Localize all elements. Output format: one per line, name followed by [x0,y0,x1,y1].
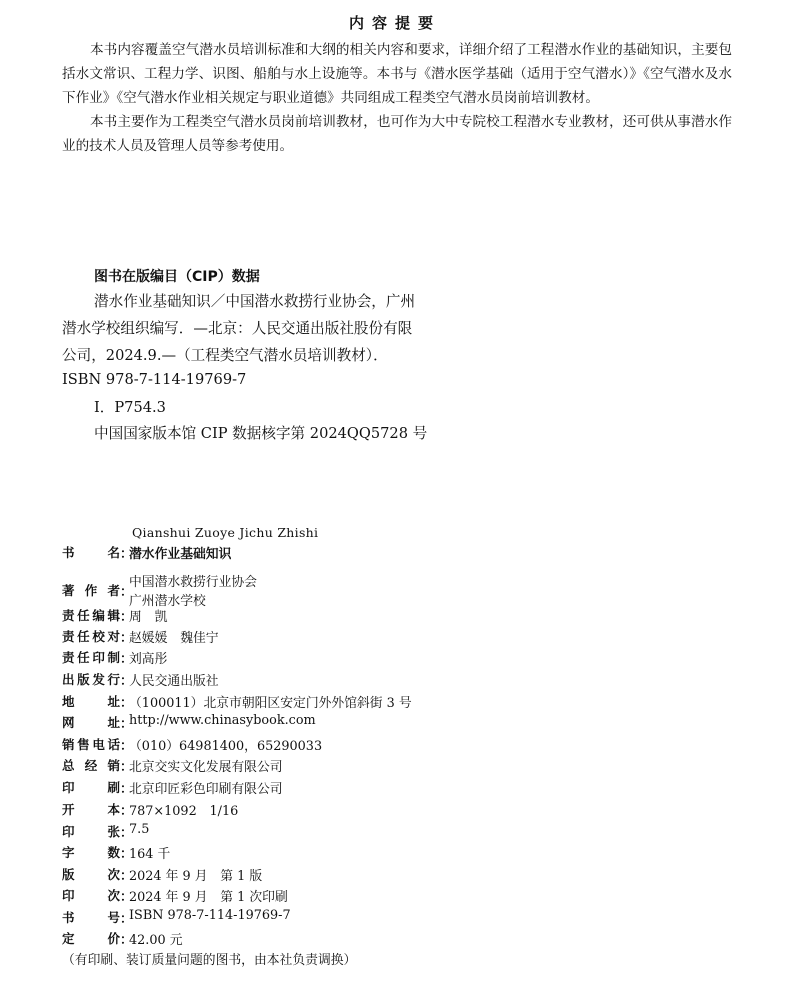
pinyin-title: Qianshui Zuoye Jichu Zhishi [132,525,319,540]
copyright-row [62,778,283,797]
copyright-value: （010）64981400，65290033 [129,739,323,754]
copyright-colon: ： [120,696,133,711]
copyright-label: 责 任 校 对 [62,629,120,644]
copyright-label: 出 版 发 行 [62,672,120,687]
copyright-value: http://www.chinasybook.com [129,713,316,728]
cip-line: 中国国家版本馆 CIP 数据核字第 2024QQ5728 号 [94,425,428,442]
copyright-row [62,843,170,862]
copyright-colon: ： [120,890,133,905]
copyright-label: 书 名 [62,545,120,560]
copyright-value: 人民交通出版社 [129,674,219,689]
cip-line: 潜水学校组织编写．—北京：人民交通出版社股份有限 [62,320,413,337]
copyright-label: 印 次 [62,888,120,903]
copyright-label: 地 址 [62,694,120,709]
copyright-colon: ： [120,717,133,732]
copyright-label: 印 张 [62,824,120,839]
copyright-colon: ： [120,804,133,819]
copyright-value: 7.5 [129,822,150,837]
copyright-value: 2024 年 9 月 第 1 版 [129,869,263,884]
copyright-colon: ： [120,631,133,646]
copyright-colon: ： [120,782,133,797]
copyright-value: 北京交实文化发展有限公司 [129,760,283,775]
copyright-colon: ： [120,652,133,667]
copyright-colon: ： [120,739,133,754]
copyright-row [62,606,167,625]
copyright-label: 书 号 [62,910,120,925]
copyright-label: 责 任 编 辑 [62,608,120,623]
copyright-colon: ： [120,869,133,884]
copyright-row [62,886,288,905]
copyright-row [62,692,412,711]
copyright-value: 北京印匠彩色印刷有限公司 [129,782,283,797]
copyright-value: ISBN 978-7-114-19769-7 [129,908,291,923]
copyright-row [62,865,262,884]
copyright-colon: ： [120,933,133,948]
copyright-label: 字 数 [62,845,120,860]
copyright-value: 787×1092 1/16 [129,804,239,819]
copyright-row [62,543,231,562]
copyright-colon: ： [120,610,133,625]
copyright-row [62,648,167,667]
copyright-row [62,571,257,609]
footnote: （有印刷、装订质量问题的图书，由本社负责调换） [62,953,357,968]
cip-line: 潜水作业基础知识／中国潜水救捞行业协会，广州 [94,293,416,310]
copyright-label: 版 次 [62,867,120,882]
copyright-row [62,735,322,754]
copyright-colon: ： [120,912,133,927]
copyright-label: 总 经 销 [62,758,120,773]
copyright-label: 销 售 电 话 [62,737,120,752]
copyright-label: 开 本 [62,802,120,817]
summary-paragraph-2: 本书主要作为工程类空气潜水员岗前培训教材，也可作为大中专院校工程潜水专业教材，还可供从事潜水作业的技术人员及管理人员等参考使用。 [62,114,732,154]
copyright-row [62,670,219,689]
copyright-label: 印 刷 [62,780,120,795]
copyright-label: 网 址 [62,715,120,730]
cip-line: Ⅰ．P754.3 [94,399,166,416]
copyright-colon: ： [120,674,133,689]
copyright-value: 中国潜水救捞行业协会 [129,575,257,590]
copyright-row [62,929,183,948]
cip-line: 公司，2024.9.—（工程类空气潜水员培训教材）． [62,347,388,364]
copyright-colon: ： [120,547,133,562]
summary-title: 内容提要 [348,14,441,32]
copyright-value: （100011）北京市朝阳区安定门外外馆斜街 3 号 [129,696,412,711]
copyright-colon: ： [120,826,133,841]
copyright-value: 42.00 元 [129,933,183,948]
copyright-value: 164 千 [129,847,171,862]
copyright-value: 2024 年 9 月 第 1 次印刷 [129,890,288,905]
summary-paragraph-1: 本书内容覆盖空气潜水员培训标准和大纲的相关内容和要求，详细介绍了工程潜水作业的基础知识，主要包括水文常识、工程力学、识图、船舶与水上设施等。本书与《潜水医学基础（适用于空气潜水）》《空气潜水及水下作业》《空气潜水作业相关规定与职业道德》共同组成工程类空气潜水员岗前培训教材。 [62,42,732,106]
copyright-colon: ： [120,760,133,775]
copyright-row [62,908,291,927]
copyright-label: 定 价 [62,931,120,946]
copyright-value: 潜水作业基础知识 [129,547,232,562]
copyright-row [62,627,219,646]
copyright-value: 周 凯 [129,610,168,625]
copyright-label: 责 任 印 制 [62,650,120,665]
copyright-row [62,756,283,775]
copyright-value: 赵媛媛 魏佳宁 [129,631,219,646]
copyright-label: 著 作 者 [62,583,120,598]
cip-line: ISBN 978-7-114-19769-7 [62,371,247,388]
cip-heading: 图书在版编目（CIP）数据 [94,269,260,285]
copyright-row [62,800,238,819]
copyright-value: 刘高彤 [129,652,168,667]
copyright-value: 广州潜水学校 [129,594,206,609]
copyright-colon: ： [120,584,133,600]
copyright-row [62,713,316,732]
copyright-row [62,822,149,841]
copyright-colon: ： [120,847,133,862]
